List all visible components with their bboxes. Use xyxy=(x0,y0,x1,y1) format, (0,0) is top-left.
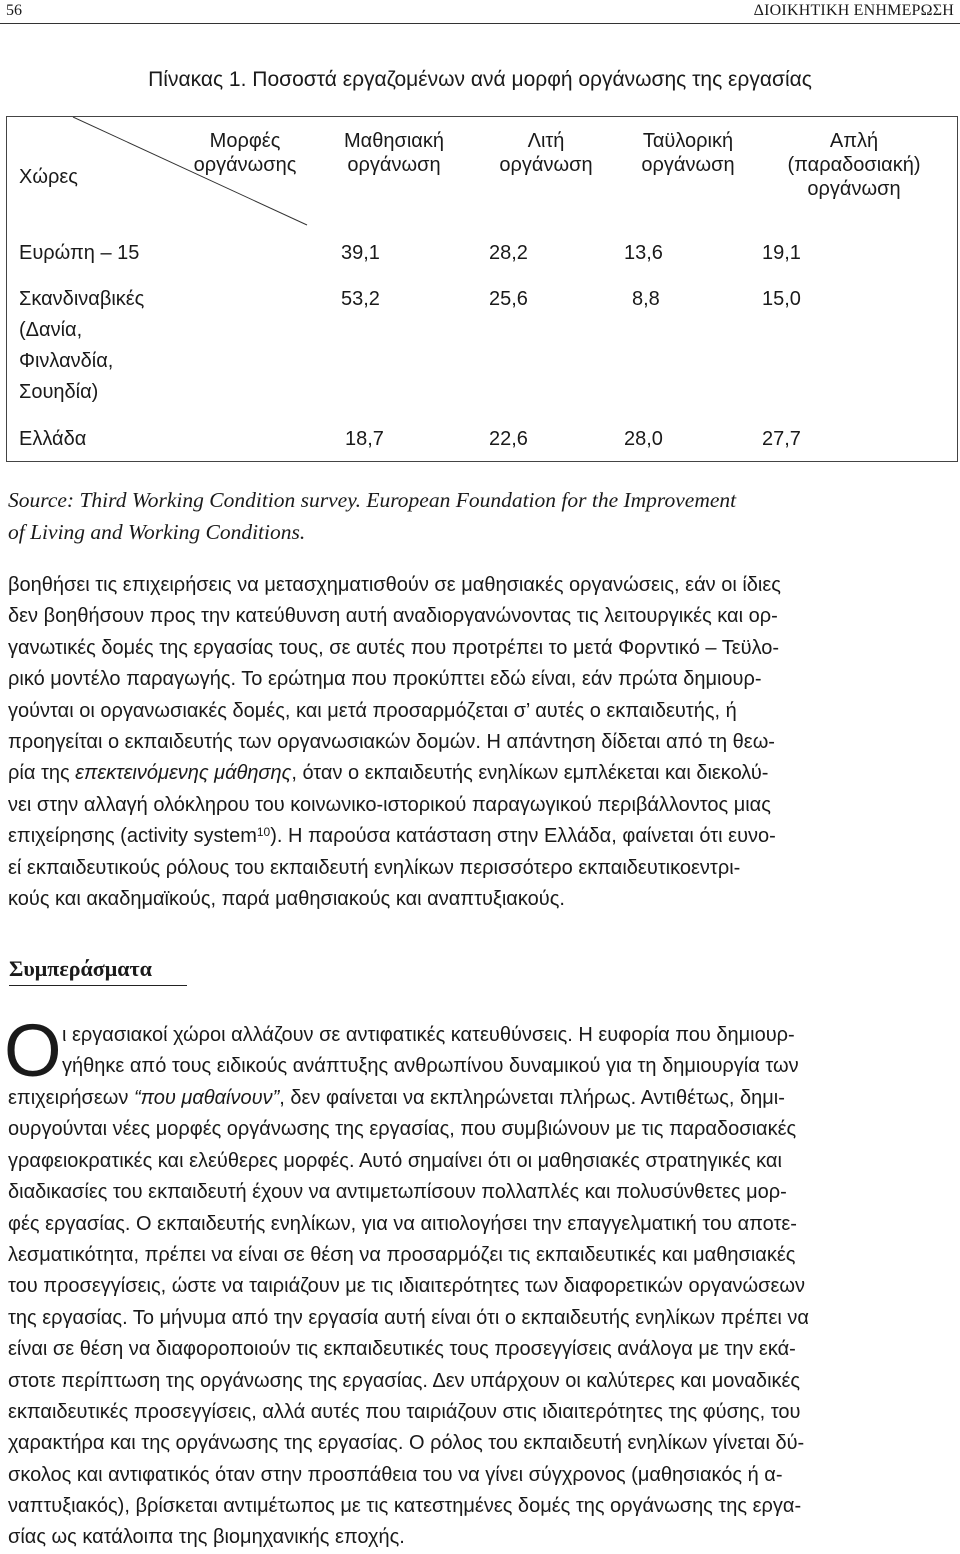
text-run: , δεν φαίνεται να εκπληρώνεται πλήρως. Αντιθέτως, δημι- xyxy=(279,1087,785,1109)
corner-header-line: Μορφές xyxy=(209,130,281,152)
column-header-line: οργάνωση xyxy=(499,154,593,176)
body-paragraph-1 xyxy=(8,570,958,915)
paragraph-line: ναπτυξιακός), βρίσκεται αντιμέτωπος με τις κατεστημένες δομές της οργάνωσης της εργα- xyxy=(8,1495,802,1518)
paragraph-line: ουργούνται νέες μορφές οργάνωσης της εργασίας, που συμβιώνουν με τις παραδοσιακές xyxy=(8,1118,797,1141)
table-source-note xyxy=(8,484,958,548)
column-header-line: Μαθησιακή xyxy=(344,130,444,152)
column-header-lean xyxy=(481,129,611,177)
column-header-line: Απλή xyxy=(829,130,879,152)
paragraph-line: ι εργασιακοί χώροι αλλάζουν σε αντιφατικές κατευθύνσεις. Η ευφορία που δημιουρ- xyxy=(62,1024,795,1046)
paragraph-line xyxy=(8,758,958,789)
column-header-learning xyxy=(329,129,459,177)
row-label-line: (Δανία, xyxy=(19,319,83,341)
column-header-line: οργάνωση xyxy=(347,154,441,176)
data-table xyxy=(6,116,958,462)
paragraph-line: γανωτικές δομές της εργασίας τους, σε αυτές που προτρέπει το μετά Φορντικό – Τεϋλο- xyxy=(8,636,780,659)
text-run: επιχείρησης (activity system xyxy=(8,825,257,848)
body-paragraph-2-intro xyxy=(62,1020,958,1083)
paragraph-line: φές εργασίας. Ο εκπαιδευτής ενηλίκων, για να αιτιολογήσει την επαγγελματική του αποτε- xyxy=(8,1212,797,1235)
paragraph-line: σίας ως κατάλοιπα της βιομηχανικής εποχής. xyxy=(8,1526,405,1549)
page-number: 56 xyxy=(6,2,22,19)
drop-cap: Ο xyxy=(4,1009,62,1092)
table-cell: 19,1 xyxy=(762,242,801,264)
row-label-line: Σκανδιναβικές xyxy=(19,288,145,310)
table-cell: 39,1 xyxy=(341,242,380,264)
table-cell: 22,6 xyxy=(489,428,528,450)
column-header-line: οργάνωση xyxy=(807,178,901,200)
table-cell: 28,2 xyxy=(489,242,528,264)
text-run: επιχειρήσεων xyxy=(8,1087,134,1109)
table-cell: 18,7 xyxy=(345,428,384,450)
paragraph-line: γραφειοκρατικές και ελεύθερες μορφές. Αυτό σημαίνει ότι οι μαθησιακές στρατηγικές και xyxy=(8,1149,782,1172)
journal-title: ΔΙΟΙΚΗΤΙΚΗ ΕΝΗΜΕΡΩΣΗ xyxy=(753,2,954,19)
section-heading-underline xyxy=(9,985,187,986)
table-caption: Πίνακας 1. Ποσοστά εργαζομένων ανά μορφή οργάνωσης της εργασίας xyxy=(148,68,812,91)
paragraph-line: χαρακτήρα και της οργάνωσης της εργασίας. Ο ρόλος του εκπαιδευτή ενηλίκων γίνεται δύ- xyxy=(8,1432,805,1455)
source-line: Source: Third Working Condition survey. European Foundation for the Improvement xyxy=(8,488,737,512)
page-header xyxy=(0,0,960,22)
paragraph-line xyxy=(8,821,958,852)
paragraph-line: σκολος και αντιφατικός όταν στην προσπάθεια του να γίνει σύγχρονος (μαθησιακός ή α- xyxy=(8,1463,783,1486)
text-run: , όταν ο εκπαιδευτής ενηλίκων εμπλέκεται και διεκολύ- xyxy=(291,762,769,785)
paragraph-line: του προσεγγίσεις, ώστε να ταιριάζουν με τις ιδιαιτερότητες των διαφορετικών οργανώσεων xyxy=(8,1275,806,1298)
corner-header-forms xyxy=(185,129,305,177)
source-line: of Living and Working Conditions. xyxy=(8,520,306,544)
body-paragraph-2 xyxy=(8,1083,958,1554)
italic-term: επεκτεινόμενης μάθησης xyxy=(75,762,292,785)
paragraph-line: προηγείται ο εκπαιδευτής των οργανωσιακών δομών. Η απάντηση δίδεται από τη θεω- xyxy=(8,730,775,753)
paragraph-line: κούς και ακαδημαϊκούς, παρά μαθησιακούς και αναπτυξιακούς. xyxy=(8,887,565,910)
row-label-greece: Ελλάδα xyxy=(19,428,87,450)
paragraph-line: στοτε περίπτωση της οργάνωσης της εργασίας. Δεν υπάρχουν οι καλύτερες και μοναδικές xyxy=(8,1369,801,1392)
column-header-line: Ταϋλορική xyxy=(642,130,734,152)
paragraph-line: λεσματικότητα, πρέπει να είναι σε θέση να προσαρμόζει τις εκπαιδευτικές και μαθησιακές xyxy=(8,1243,796,1266)
row-label-line: Σουηδία) xyxy=(19,381,99,403)
paragraph-line: ρικό μοντέλο παραγωγής. Το ερώτημα που προκύπτει εδώ είναι, εάν πρώτα δημιουρ- xyxy=(8,668,762,691)
paragraph-line: διαδικασίες του εκπαιδευτή έχουν να αντιμετωπίσουν πολλαπλές και πολυσύνθετες μορ- xyxy=(8,1181,787,1204)
row-label-line: Φινλανδία, xyxy=(19,350,114,372)
row-label-europe: Ευρώπη – 15 xyxy=(19,242,140,264)
row-label-scandinavian xyxy=(19,287,144,411)
table-cell: 13,6 xyxy=(624,242,663,264)
paragraph-line: εκπαιδευτικές προσεγγίσεις, αλλά αυτές που ταιριάζουν στις ιδιαιτερότητες της φύσης, του xyxy=(8,1400,801,1423)
paragraph-line: είναι σε θέση να διαφοροποιούν τις εκπαιδευτικές τους προσεγγίσεις ανάλογα με την εκά- xyxy=(8,1338,796,1361)
table-cell: 15,0 xyxy=(762,288,801,310)
table-cell: 53,2 xyxy=(341,288,380,310)
section-heading: Συμπεράσματα xyxy=(9,956,152,981)
column-header-taylorist xyxy=(619,129,757,177)
table-cell: 27,7 xyxy=(762,428,801,450)
text-run: ρία της xyxy=(8,762,76,785)
paragraph-line xyxy=(8,1083,958,1114)
corner-header-countries: Χώρες xyxy=(19,166,78,188)
corner-header-line: οργάνωσης xyxy=(193,154,297,176)
column-header-line: (παραδοσιακή) xyxy=(787,154,921,176)
table-cell: 25,6 xyxy=(489,288,528,310)
table-cell: 8,8 xyxy=(632,288,660,310)
column-header-line: Λιτή xyxy=(527,130,565,152)
text-run: ). Η παρούσα κατάσταση στην Ελλάδα, φαίνεται ότι ευνο- xyxy=(270,825,776,848)
footnote-ref: 10 xyxy=(256,825,271,840)
paragraph-line: δεν βοηθήσουν προς την κατεύθυνση αυτή αναδιοργανώνοντας τις λειτουργικές και ορ- xyxy=(8,605,778,628)
paragraph-line: της εργασίας. Το μήνυμα από την εργασία αυτή είναι ότι ο εκπαιδευτής ενηλίκων πρέπει να xyxy=(8,1306,809,1329)
paragraph-line: γούνται οι οργανωσιακές δομές, και μετά προσαρμόζεται σ’ αυτές ο εκπαιδευτής, ή xyxy=(8,699,737,722)
column-header-line: οργάνωση xyxy=(641,154,735,176)
paragraph-line: βοηθήσει τις επιχειρήσεις να μετασχηματισθούν σε μαθησιακές οργανώσεις, εάν οι ίδιες xyxy=(8,574,781,596)
paragraph-line: νει στην αλλαγή ολόκληρου του κοινωνικο-ιστορικού παραγωγικού περιβάλλοντος μιας xyxy=(8,793,771,816)
paragraph-line: εί εκπαιδευτικούς ρόλους του εκπαιδευτή ενηλίκων περισσότερο εκπαιδευτικοεντρι- xyxy=(8,856,741,879)
header-rule xyxy=(0,23,960,24)
paragraph-line: γήθηκε από τους ειδικούς ανάπτυξης ανθρωπίνου δυναμικού για τη δημιουργία των xyxy=(62,1055,799,1078)
italic-term: “που μαθαίνουν” xyxy=(133,1087,280,1109)
table-cell: 28,0 xyxy=(624,428,663,450)
column-header-simple xyxy=(759,129,949,201)
